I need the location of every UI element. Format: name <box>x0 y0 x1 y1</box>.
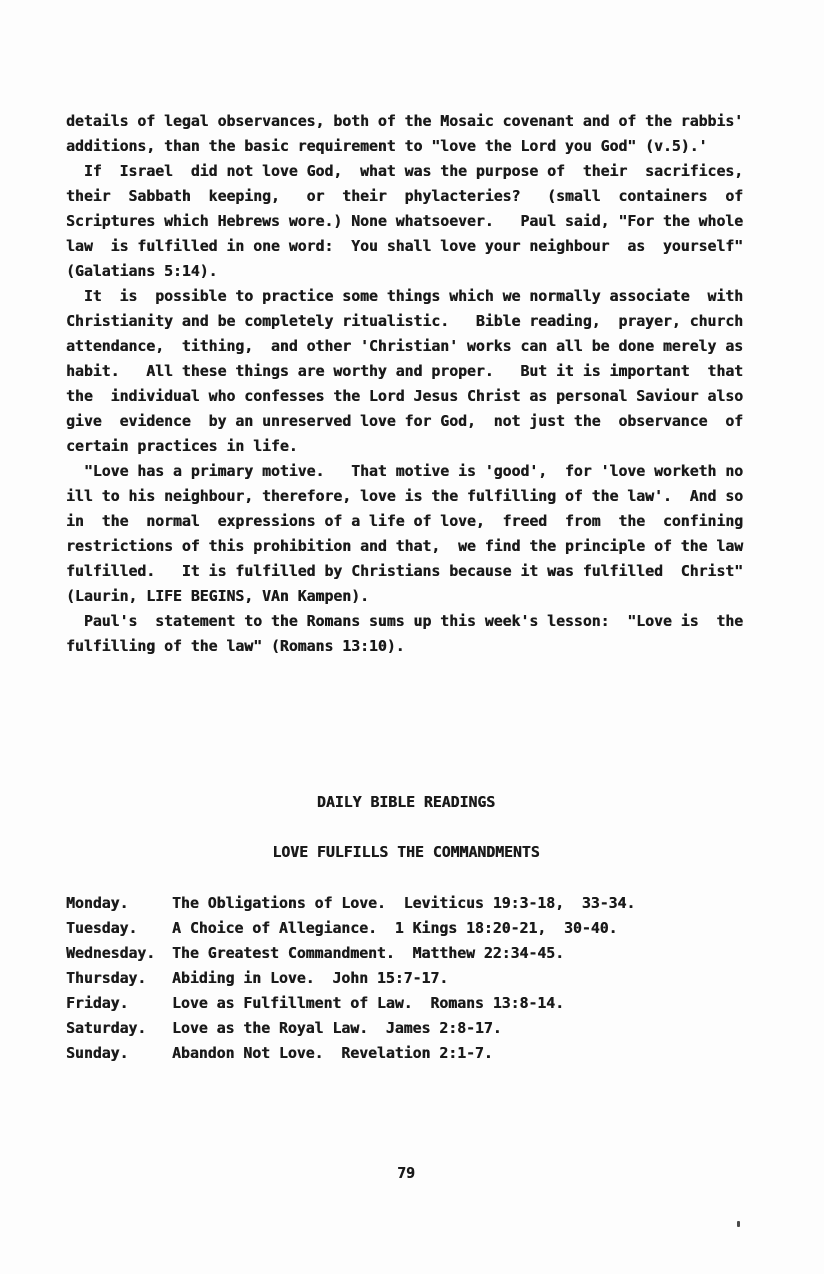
lesson-heading: LOVE FULFILLS THE COMMANDMENTS <box>272 844 540 861</box>
reading-entry: The Greatest Commandment. Matthew 22:34-45. <box>172 945 564 962</box>
text-line: the individual who confesses the Lord Jesus Christ as personal Saviour also <box>66 388 744 405</box>
readings-list <box>66 891 766 1066</box>
text-line: their Sabbath keeping, or their phylacteries? (small containers of <box>66 188 744 205</box>
text-line: ill to his neighbour, therefore, love is the fulfilling of the law'. And so <box>66 488 744 505</box>
reading-entry: A Choice of Allegiance. 1 Kings 18:20-21, 30-40. <box>172 920 618 937</box>
reading-day: Saturday. <box>66 1020 147 1037</box>
text-line: details of legal observances, both of the Mosaic covenant and of the rabbis' <box>66 113 744 130</box>
reading-entry: Abandon Not Love. Revelation 2:1-7. <box>172 1045 493 1062</box>
text-line: give evidence by an unreserved love for God, not just the observance of <box>66 413 744 430</box>
reading-row <box>66 941 766 966</box>
paragraph <box>66 284 758 459</box>
reading-entry: Love as Fulfillment of Law. Romans 13:8-14. <box>172 995 564 1012</box>
reading-row <box>66 1016 766 1041</box>
paragraph <box>66 109 758 159</box>
text-line: Christianity and be completely ritualistic. Bible reading, prayer, church <box>66 313 744 330</box>
text-line: Paul's statement to the Romans sums up this week's lesson: "Love is the <box>66 613 744 630</box>
reading-day: Thursday. <box>66 970 147 987</box>
text-line: in the normal expressions of a life of love, freed from the confining <box>66 513 744 530</box>
text-line: habit. All these things are worthy and proper. But it is important that <box>66 363 744 380</box>
paragraph <box>66 609 758 659</box>
reading-row <box>66 991 766 1016</box>
text-line: law is fulfilled in one word: You shall love your neighbour as yourself" <box>66 238 744 255</box>
reading-row <box>66 891 766 916</box>
text-line: If Israel did not love God, what was the purpose of their sacrifices, <box>66 163 744 180</box>
text-line: "Love has a primary motive. That motive is 'good', for 'love worketh no <box>66 463 744 480</box>
text-line: (Galatians 5:14). <box>66 263 218 280</box>
body-text <box>66 109 758 659</box>
reading-row <box>66 1041 766 1066</box>
reading-row <box>66 916 766 941</box>
reading-day: Friday. <box>66 995 129 1012</box>
reading-entry: The Obligations of Love. Leviticus 19:3-18, 33-34. <box>172 895 636 912</box>
text-line: fulfilled. It is fulfilled by Christians because it was fulfilled Christ" <box>66 563 744 580</box>
paragraph <box>66 459 758 609</box>
reading-row <box>66 966 766 991</box>
reading-day: Tuesday. <box>66 920 138 937</box>
text-line: fulfilling of the law" (Romans 13:10). <box>66 638 405 655</box>
text-line: Scriptures which Hebrews wore.) None whatsoever. Paul said, "For the whole <box>66 213 744 230</box>
reading-entry: Abiding in Love. John 15:7-17. <box>172 970 449 987</box>
text-line: certain practices in life. <box>66 438 298 455</box>
section-heading: DAILY BIBLE READINGS <box>316 794 496 811</box>
reading-entry: Love as the Royal Law. James 2:8-17. <box>172 1020 502 1037</box>
reading-day: Sunday. <box>66 1045 129 1062</box>
text-line: It is possible to practice some things which we normally associate with <box>66 288 744 305</box>
scan-speck <box>737 1221 740 1227</box>
reading-day: Monday. <box>66 895 129 912</box>
page-number: 79 <box>397 1165 415 1182</box>
text-line: restrictions of this prohibition and that, we find the principle of the law <box>66 538 744 555</box>
reading-day: Wednesday. <box>66 945 156 962</box>
text-line: attendance, tithing, and other 'Christian' works can all be done merely as <box>66 338 744 355</box>
paragraph <box>66 159 758 284</box>
text-line: additions, than the basic requirement to "love the Lord you God" (v.5).' <box>66 138 708 155</box>
text-line: (Laurin, LIFE BEGINS, VAn Kampen). <box>66 588 369 605</box>
